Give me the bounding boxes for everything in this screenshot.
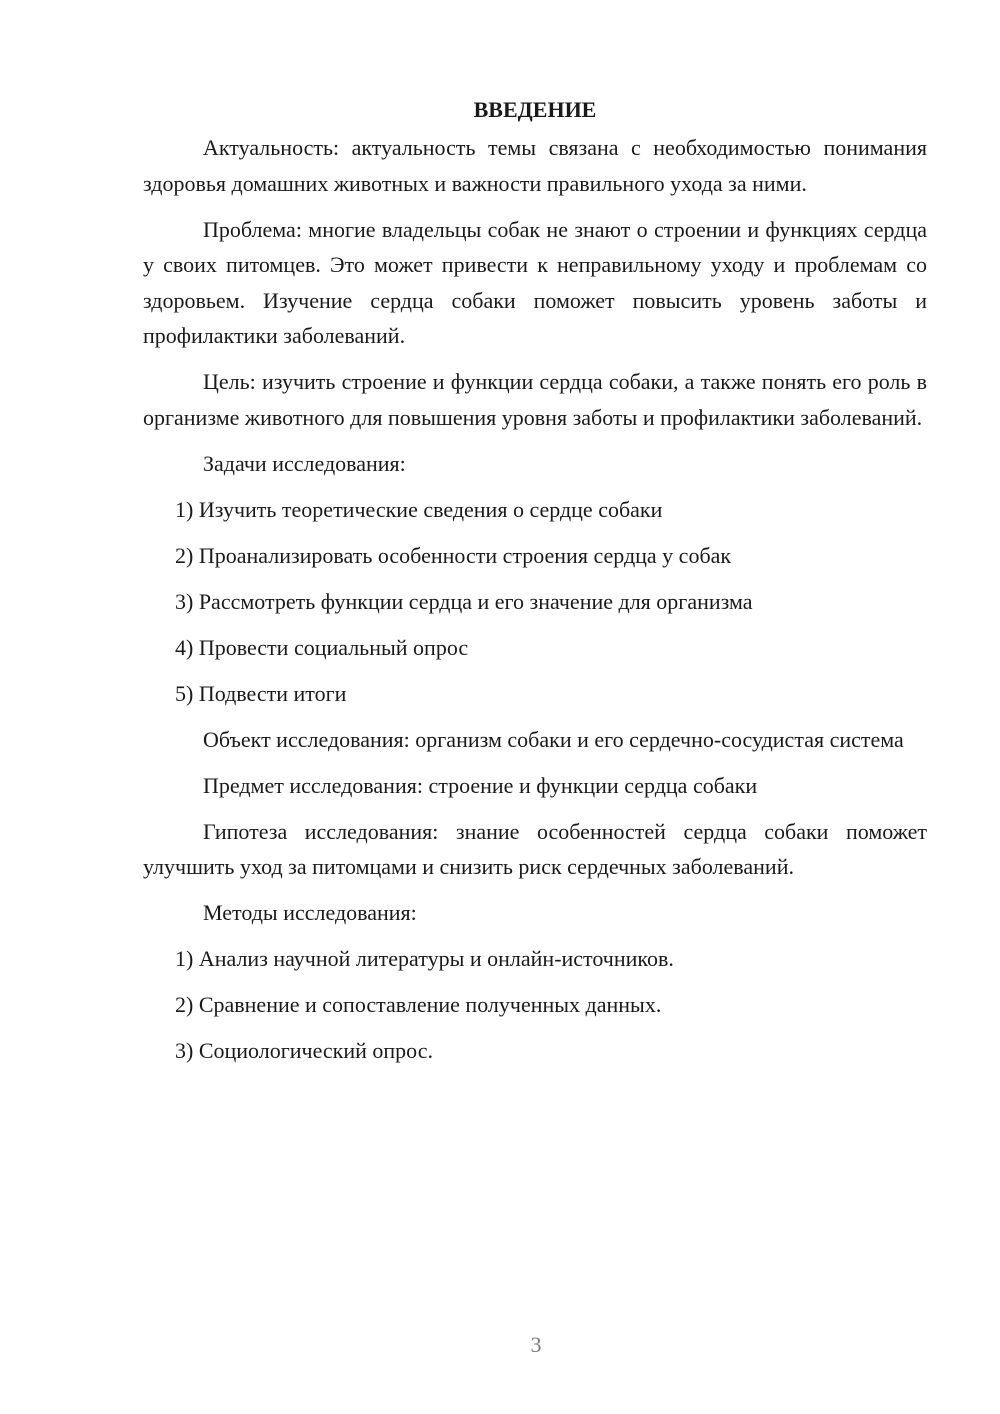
paragraph-object: Объект исследования: организм собаки и его сердечно-сосудистая система <box>203 726 904 752</box>
paragraph-hypothesis: Гипотеза исследования: знание особенностей сердца собаки поможет улучшить уход за питомцами и снизить риск сердечных заболеваний. <box>143 818 927 879</box>
page-number: 3 <box>530 1332 542 1357</box>
methods-heading: Методы исследования: <box>203 900 417 925</box>
paragraph-subject: Предмет исследования: строение и функции сердца собаки <box>203 772 758 798</box>
page-content <box>143 92 927 1079</box>
task-item: 4) Провести социальный опрос <box>175 634 469 660</box>
method-item: 1) Анализ научной литературы и онлайн-источников. <box>175 946 674 971</box>
paragraph-relevance: Актуальность: актуальность темы связана с необходимостью понимания здоровья домашних животных и важности правильного ухода за ними. <box>143 135 927 196</box>
task-item: 1) Изучить теоретические сведения о сердце собаки <box>175 496 663 522</box>
task-item: 3) Рассмотреть функции сердца и его значение для организма <box>175 588 753 614</box>
method-item: 3) Социологический опрос. <box>175 1038 433 1063</box>
task-item: 2) Проанализировать особенности строения сердца у собак <box>175 542 732 568</box>
paragraph-goal: Цель: изучить строение и функции сердца собаки, а также понять его роль в организме животного для повышения уровня заботы и профилактики заболеваний. <box>143 369 927 430</box>
task-item: 5) Подвести итоги <box>175 680 347 706</box>
tasks-heading: Задачи исследования: <box>203 450 406 476</box>
section-title: ВВЕДЕНИЕ <box>473 97 597 122</box>
method-item: 2) Сравнение и сопоставление полученных данных. <box>175 992 662 1017</box>
paragraph-problem: Проблема: многие владельцы собак не знают о строении и функциях сердца у своих питомцев. Это может привести к неправильному уходу и проблемам со здоровьем. Изучение сердца собаки поможет повысить уровень заботы и профилактики заболеваний. <box>143 216 927 348</box>
